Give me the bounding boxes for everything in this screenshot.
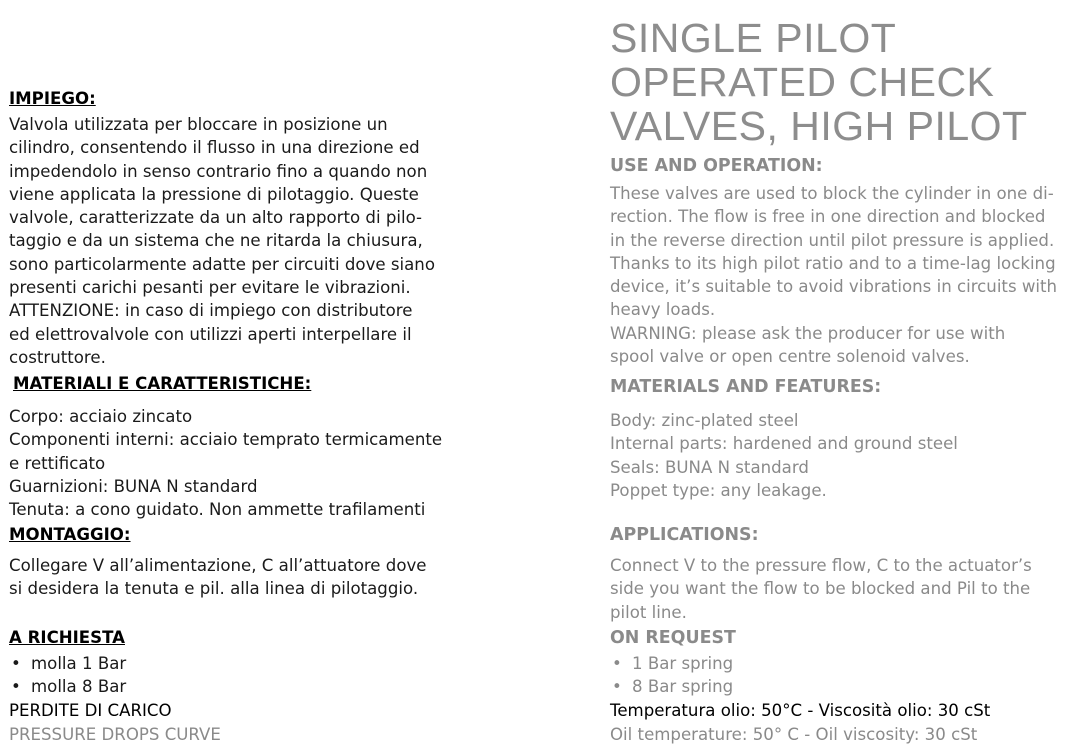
text-line: e rettificato [9, 453, 106, 473]
applications-heading: APPLICATIONS: [610, 525, 759, 545]
text-line: Valvola utilizzata per bloccare in posizione un [9, 115, 388, 134]
on-request-heading: ON REQUEST [610, 628, 736, 648]
list-item [11, 652, 126, 675]
text-line: Componenti interni: acciaio temprato termicamente [9, 430, 443, 450]
text-line: ATTENZIONE: in caso di impiego con distributore [9, 301, 413, 321]
list-item-label: 8 Bar spring [632, 677, 734, 696]
impiego-text [9, 113, 435, 369]
text-line: Internal parts: hardened and ground steel [610, 434, 958, 454]
list-item-label: molla 8 Bar [31, 677, 127, 696]
text-line: Corpo: acciaio zincato [9, 407, 193, 426]
text-line: Tenuta: a cono guidato. Non ammette trafilamenti [9, 500, 426, 520]
text-line: in the reverse direction until pilot pressure is applied. [610, 230, 1055, 250]
pressure-drops-label: PRESSURE DROPS CURVE [9, 725, 221, 744]
bullet-icon: • [612, 677, 622, 696]
montaggio-heading: MONTAGGIO: [9, 525, 131, 544]
title-line: OPERATED CHECK [610, 59, 995, 105]
text-line: sono particolarmente adatte per circuiti dove siano [9, 254, 435, 274]
text-line: Poppet type: any leakage. [610, 480, 827, 500]
list-item [612, 675, 733, 698]
text-line: side you want the flow to be blocked and Pil to the [610, 579, 1031, 599]
title-line: VALVES, HIGH PILOT [610, 103, 1028, 149]
text-line: Seals: BUNA N standard [610, 457, 809, 477]
text-line: si desidera la tenuta e pil. alla linea di pilotaggio. [9, 579, 419, 599]
bullet-icon: • [612, 654, 622, 673]
text-line: Body: zinc-plated steel [610, 411, 799, 430]
use-text [610, 182, 1057, 368]
text-line: taggio e da un sistema che ne ritarda la chiusura, [9, 231, 423, 251]
materials-text [610, 409, 958, 502]
text-line: cilindro, consentendo il flusso in una direzione ed [9, 138, 420, 158]
materiali-text [9, 405, 442, 521]
use-heading: USE AND OPERATION: [610, 156, 823, 176]
impiego-heading: IMPIEGO: [9, 89, 96, 108]
text-line: ed elettrovalvole con utilizzi aperti interpellare il [9, 324, 412, 344]
text-line: viene applicata la pressione di pilotaggio. Queste [9, 184, 419, 204]
text-line: rection. The flow is free in one direction and blocked [610, 207, 1046, 227]
list-item [612, 652, 733, 675]
page-title [610, 16, 1028, 148]
text-line: costruttore. [9, 347, 106, 367]
text-line: These valves are used to block the cylinder in one di- [610, 184, 1054, 203]
text-line: Guarnizioni: BUNA N standard [9, 476, 258, 496]
perdite-di-carico-label: PERDITE DI CARICO [9, 701, 172, 720]
oil-temperature-it: Temperatura olio: 50°C - Viscosità olio: 30 cSt [610, 701, 991, 720]
montaggio-text [9, 554, 427, 601]
text-line: heavy loads. [610, 300, 716, 320]
text-line: spool valve or open centre solenoid valves. [610, 347, 970, 367]
applications-text [610, 554, 1032, 624]
text-line: Connect V to the pressure flow, C to the actuator’s [610, 556, 1032, 575]
text-line: valvole, caratterizzate da un alto rapporto di pilo- [9, 208, 423, 228]
richiesta-heading: A RICHIESTA [9, 628, 125, 647]
materials-heading: MATERIALS AND FEATURES: [610, 377, 882, 397]
list-item-label: 1 Bar spring [632, 654, 734, 673]
text-line: pilot line. [610, 602, 687, 622]
text-line: Thanks to its high pilot ratio and to a time-lag locking [610, 253, 1056, 273]
title-line: SINGLE PILOT [610, 15, 897, 61]
text-line: impedendolo in senso contrario fino a quando non [9, 161, 428, 181]
materiali-heading: MATERIALI E CARATTERISTICHE: [13, 374, 312, 393]
list-item [11, 675, 126, 698]
list-item-label: molla 1 Bar [31, 654, 127, 673]
bullet-icon: • [11, 677, 21, 696]
text-line: device, it’s suitable to avoid vibrations in circuits with [610, 277, 1058, 297]
text-line: WARNING: please ask the producer for use with [610, 323, 1006, 343]
text-line: presenti carichi pesanti per evitare le vibrazioni. [9, 278, 411, 298]
text-line: Collegare V all’alimentazione, C all’attuatore dove [9, 556, 427, 575]
oil-temperature-en: Oil temperature: 50° C - Oil viscosity: 30 cSt [610, 725, 978, 744]
bullet-icon: • [11, 654, 21, 673]
